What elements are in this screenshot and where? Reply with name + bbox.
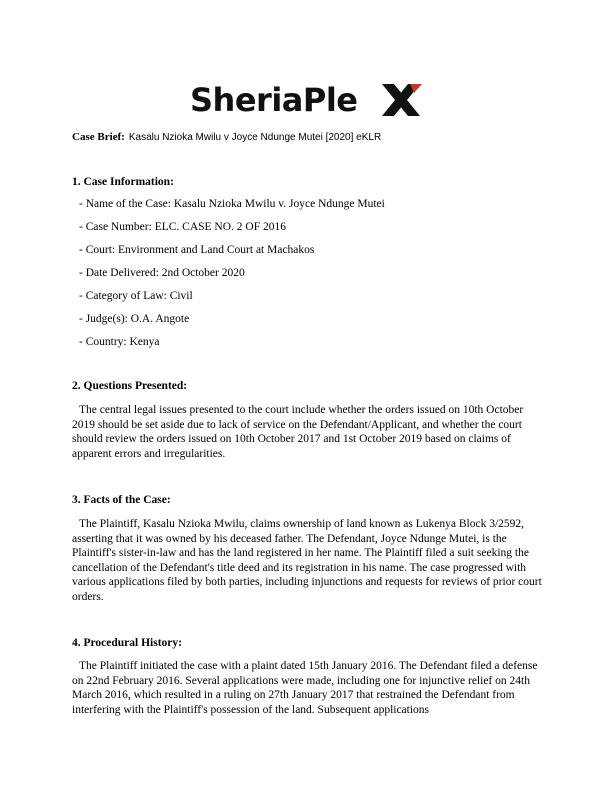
case-information-list bbox=[79, 196, 385, 357]
section-heading-facts: 3. Facts of the Case: bbox=[72, 494, 171, 506]
logo-x-mark bbox=[380, 80, 422, 120]
sheriaplex-logo bbox=[190, 78, 422, 122]
case-info-judges: - Judge(s): O.A. Angote bbox=[79, 313, 190, 325]
facts-body: The Plaintiff, Kasalu Nzioka Mwilu, claims ownership of land known as Lukenya Block 3/2592, asserting that it was owned by his deceased father. The Defendant, Joyce Ndunge Mutei, is the Plaintiff's sister-in-law and has the land registered in her name. The Plaintiff filed a suit seeking the cancellation of the Defendant's title deed and its registration in his name. The case progressed with various applications filed by both parties, including injunctions and requests for reviews of prior court orders. bbox=[72, 518, 542, 603]
case-brief-line bbox=[72, 128, 381, 146]
case-brief-label: Case Brief: bbox=[72, 131, 125, 143]
section-heading-procedural-history: 4. Procedural History: bbox=[72, 637, 182, 649]
case-brief-title: Kasalu Nzioka Mwilu v Joyce Ndunge Mutei [2020] eKLR bbox=[128, 132, 382, 143]
case-info-country: - Country: Kenya bbox=[79, 336, 160, 348]
questions-presented-body: The central legal issues presented to the court include whether the orders issued on 10th October 2019 should be set aside due to lack of service on the Defendant/Applicant, and whether the court should review the orders issued on 10th October 2017 and 1st October 2019 based on claims of apparent errors and irregularities. bbox=[72, 404, 524, 460]
procedural-history-body: The Plaintiff initiated the case with a plaint dated 15th January 2016. The Defendant filed a defense on 22nd February 2016. Several applications were made, including one for injunctive relief on 24th March 2016, which resulted in a ruling on 27th January 2017 that restrained the Defendant from interfering with the Plaintiff's possession of the land. Subsequent applications bbox=[72, 660, 538, 716]
case-info-date: - Date Delivered: 2nd October 2020 bbox=[79, 267, 245, 279]
section-heading-case-information: 1. Case Information: bbox=[72, 176, 174, 188]
section-heading-questions-presented: 2. Questions Presented: bbox=[72, 380, 188, 392]
case-info-category: - Category of Law: Civil bbox=[79, 290, 193, 302]
case-info-number: - Case Number: ELC. CASE NO. 2 OF 2016 bbox=[79, 221, 286, 233]
case-info-name: - Name of the Case: Kasalu Nzioka Mwilu v. Joyce Ndunge Mutei bbox=[79, 198, 385, 210]
logo-wordmark: SheriaPle bbox=[190, 81, 358, 119]
case-info-court: - Court: Environment and Land Court at Machakos bbox=[79, 244, 315, 256]
